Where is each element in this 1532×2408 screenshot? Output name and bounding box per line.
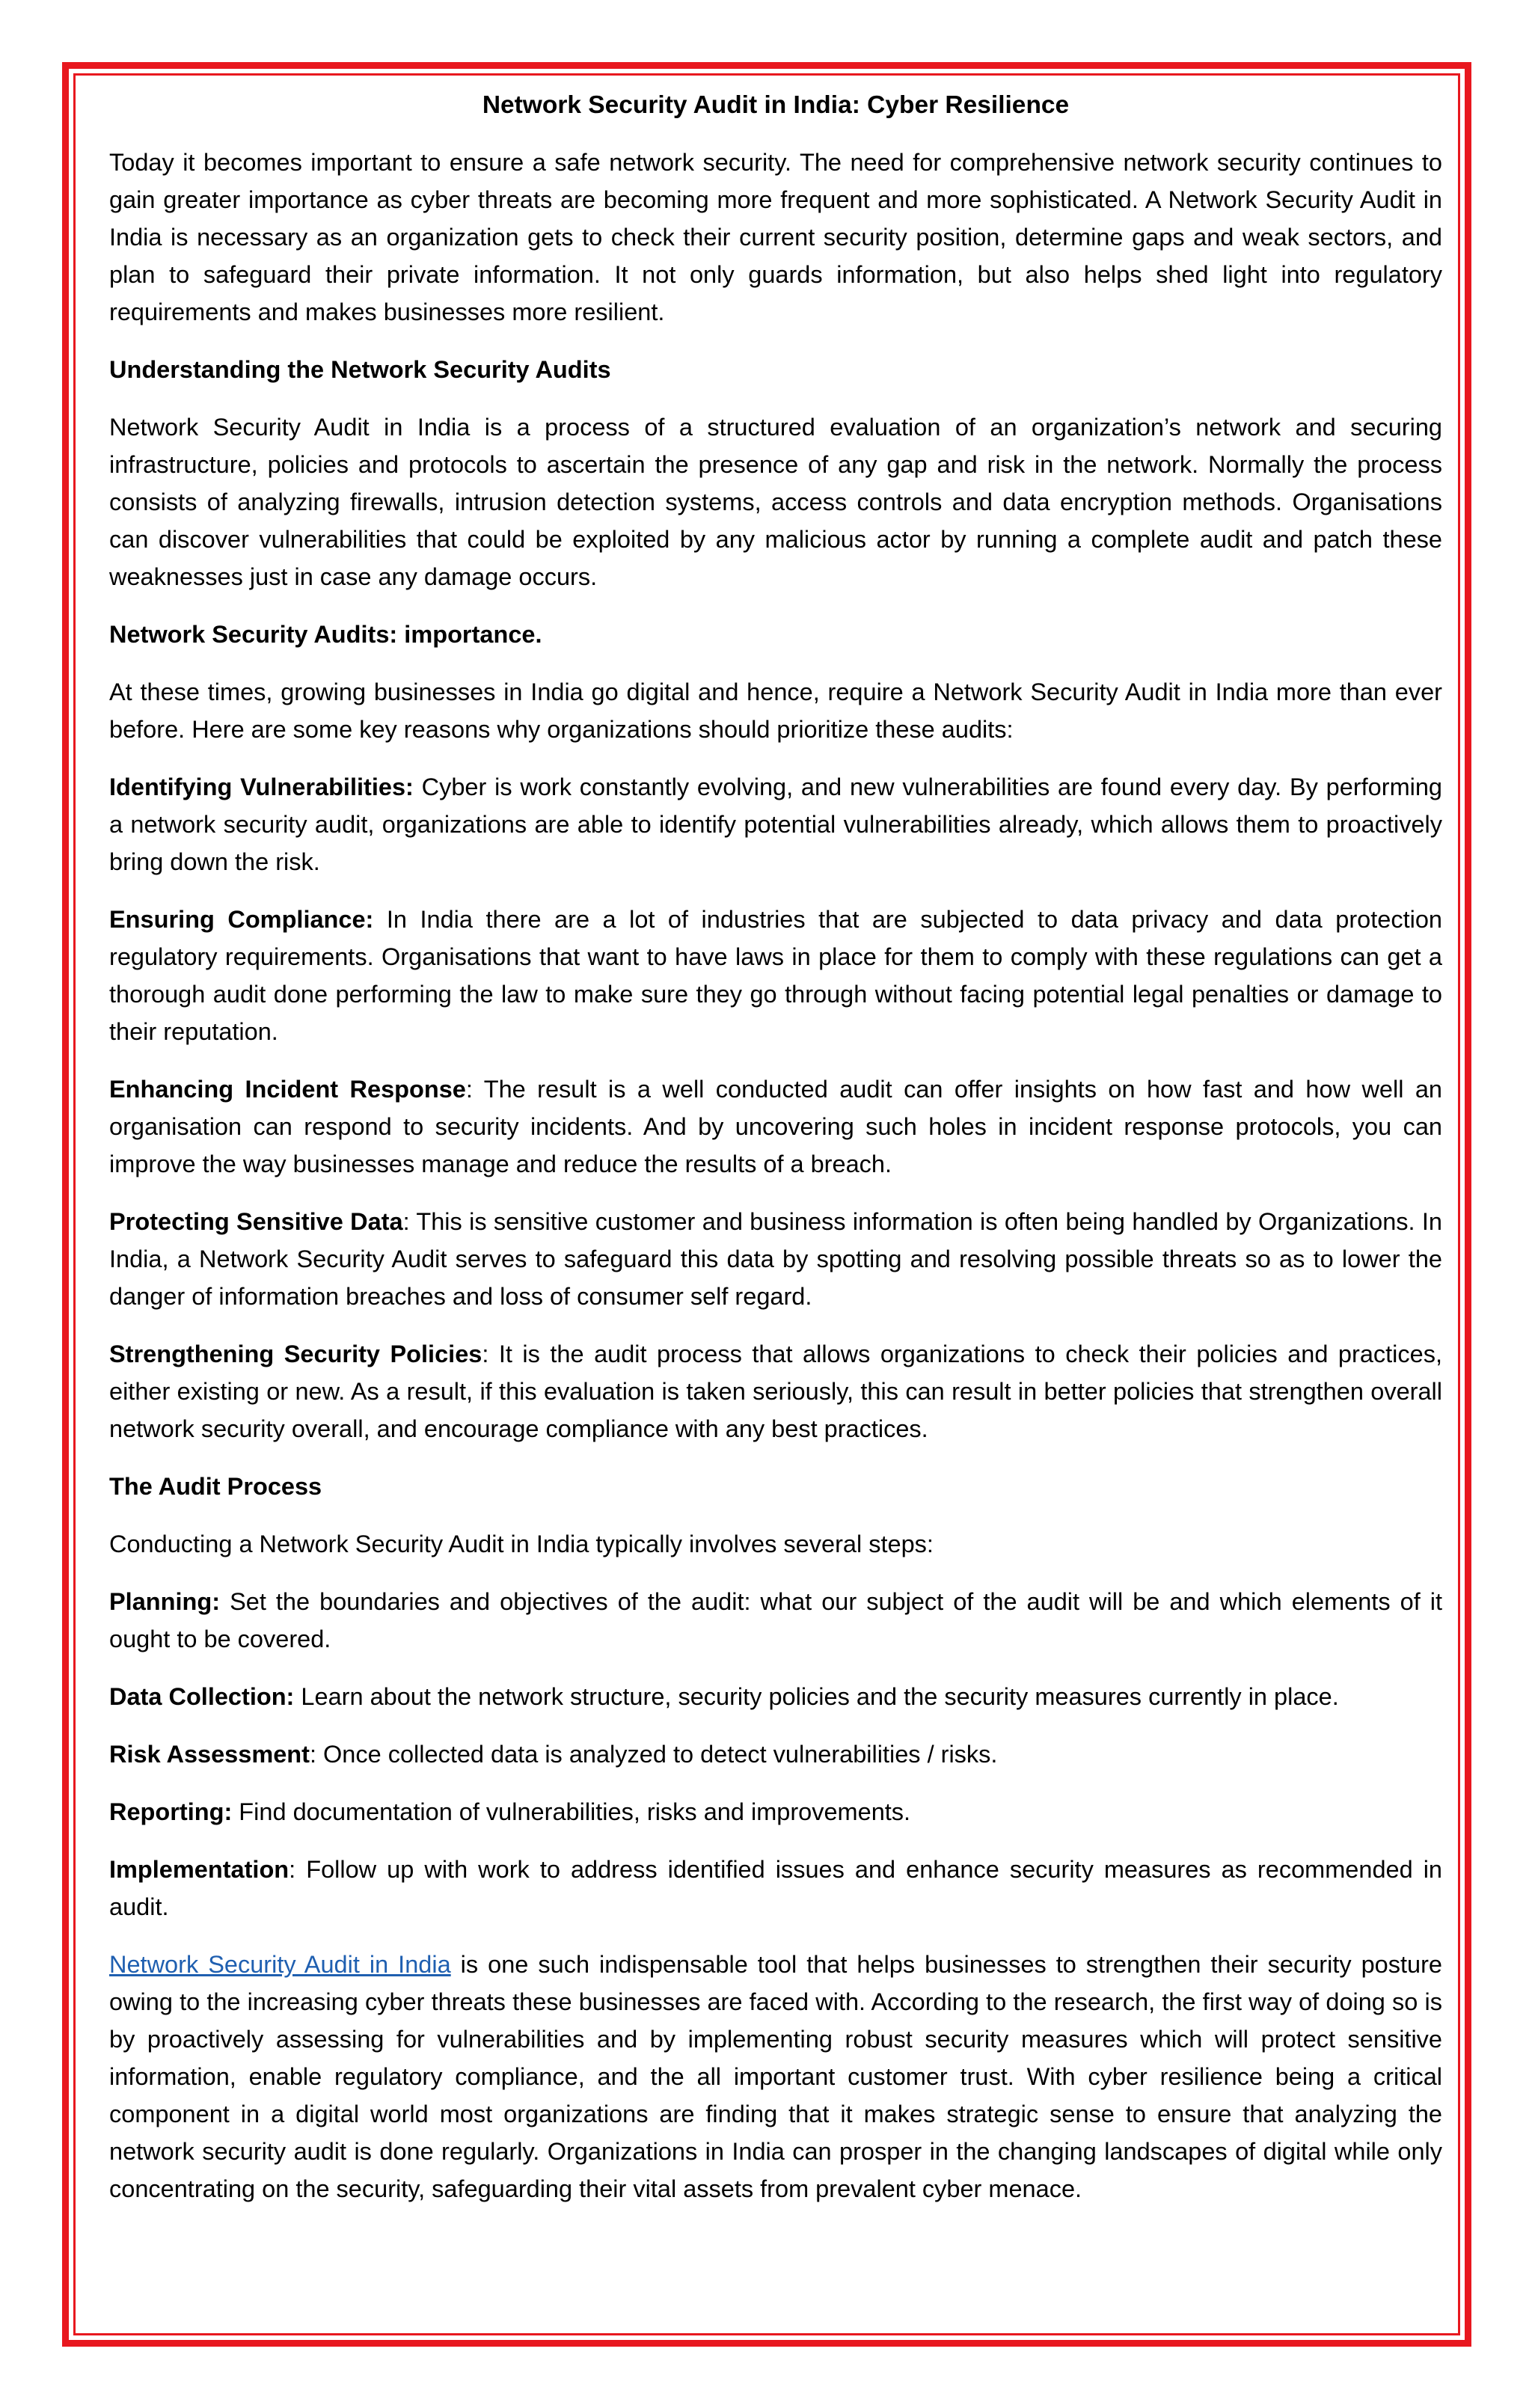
step-item-planning <box>109 1583 1442 1658</box>
audit-process-paragraph: Conducting a Network Security Audit in India typically involves several steps: <box>109 1531 934 1557</box>
document-body <box>109 87 1442 2228</box>
step-text: : Follow up with work to address identified issues and enhance security measures as recommended in audit. <box>109 1856 1442 1920</box>
step-label: Risk Assessment <box>109 1741 310 1768</box>
importance-paragraph: At these times, growing businesses in India go digital and hence, require a Network Security Audit in India more than ever before. Here are some key reasons why organizations should prioritize these audits: <box>109 678 1442 743</box>
step-item-implementation <box>109 1851 1442 1926</box>
reason-text: In India there are a lot of industries that are subjected to data privacy and data protection regulatory requirements. Organisations that want to have laws in place for them to comply with these regulations can get a thorough audit done performing the law to make sure they go through without facing potential legal penalties or damage to their reputation. <box>109 906 1442 1045</box>
conclusion-text: is one such indispensable tool that helps businesses to strengthen their security posture owing to the increasing cyber threats these businesses are faced with. According to the research, the first way of doing so is by proactively assessing for vulnerabilities and by implementing robust security measures which will protect sensitive information, enable regulatory compliance, and the all important customer trust. With cyber resilience being a critical component in a digital world most organizations are finding that it makes strategic sense to ensure that analyzing the network security audit is done regularly. Organizations in India can prosper in the changing landscapes of digital while only concentrating on the security, safeguarding their vital assets from prevalent cyber menace. <box>109 1951 1442 2202</box>
step-label: Data Collection: <box>109 1683 295 1710</box>
step-text: Find documentation of vulnerabilities, risks and improvements. <box>232 1798 911 1825</box>
step-text: : Once collected data is analyzed to detect vulnerabilities / risks. <box>309 1741 998 1768</box>
document-title: Network Security Audit in India: Cyber Resilience <box>482 91 1070 119</box>
section-heading-audit-process: The Audit Process <box>109 1473 322 1500</box>
reason-text: Cyber is work constantly evolving, and new vulnerabilities are found every day. By performing a network security audit, organizations are able to identify potential vulnerabilities already, which allows them to proactively bring down the risk. <box>109 773 1443 875</box>
step-item-data-collection <box>109 1678 1442 1715</box>
section-heading-understanding: Understanding the Network Security Audits <box>109 356 611 383</box>
reason-item-incident-response <box>109 1070 1442 1183</box>
reason-text: : This is sensitive customer and business information is often being handled by Organizations. In India, a Network Security Audit serves to safeguard this data by spotting and resolving possible threats so as to lower the danger of information breaches and loss of consumer self regard. <box>109 1208 1443 1310</box>
reason-text: : The result is a well conducted audit can offer insights on how fast and how well an organisation can respond to security incidents. And by uncovering such holes in incident response protocols, you can improve the way businesses manage and reduce the results of a breach. <box>109 1076 1442 1177</box>
reason-label: Identifying Vulnerabilities: <box>109 773 414 800</box>
step-label: Planning: <box>109 1588 221 1615</box>
reason-item-compliance <box>109 901 1442 1050</box>
reason-label: Enhancing Incident Response <box>109 1076 466 1103</box>
intro-paragraph: Today it becomes important to ensure a safe network security. The need for comprehensive network security continues to gain greater importance as cyber threats are becoming more frequent and more sophisticated. A Network Security Audit in India is necessary as an organization gets to check their current security position, determine gaps and weak sectors, and plan to safeguard their private information. It not only guards information, but also helps shed light into regulatory requirements and makes businesses more resilient. <box>109 149 1442 325</box>
step-text: Set the boundaries and objectives of the audit: what our subject of the audit will be and which elements of it ought to be covered. <box>109 1588 1442 1652</box>
step-text: Learn about the network structure, security policies and the security measures currently in place. <box>294 1683 1339 1710</box>
reason-item-sensitive-data <box>109 1203 1442 1315</box>
network-security-audit-link[interactable]: Network Security Audit in India <box>109 1951 451 1978</box>
step-label: Implementation <box>109 1856 289 1883</box>
reason-label: Protecting Sensitive Data <box>109 1208 403 1235</box>
understanding-paragraph: Network Security Audit in India is a process of a structured evaluation of an organization’s network and securing infrastructure, policies and protocols to ascertain the presence of any gap and risk in the network. Normally the process consists of analyzing firewalls, intrusion detection systems, access controls and data encryption methods. Organisations can discover vulnerabilities that could be exploited by any malicious actor by running a complete audit and patch these weaknesses just in case any damage occurs. <box>109 414 1442 590</box>
conclusion-paragraph <box>109 1946 1442 2208</box>
reason-item-vulnerabilities <box>109 768 1442 880</box>
step-item-risk-assessment <box>109 1735 1442 1773</box>
reason-label: Ensuring Compliance: <box>109 906 374 933</box>
reason-item-policies <box>109 1335 1442 1447</box>
step-item-reporting <box>109 1793 1442 1830</box>
step-label: Reporting: <box>109 1798 233 1825</box>
reason-label: Strengthening Security Policies <box>109 1341 482 1367</box>
section-heading-importance: Network Security Audits: importance. <box>109 621 542 648</box>
reason-text: : It is the audit process that allows organizations to check their policies and practices, either existing or new. As a result, if this evaluation is taken seriously, this can result in better policies that strengthen overall network security overall, and encourage compliance with any best practices. <box>109 1341 1443 1442</box>
